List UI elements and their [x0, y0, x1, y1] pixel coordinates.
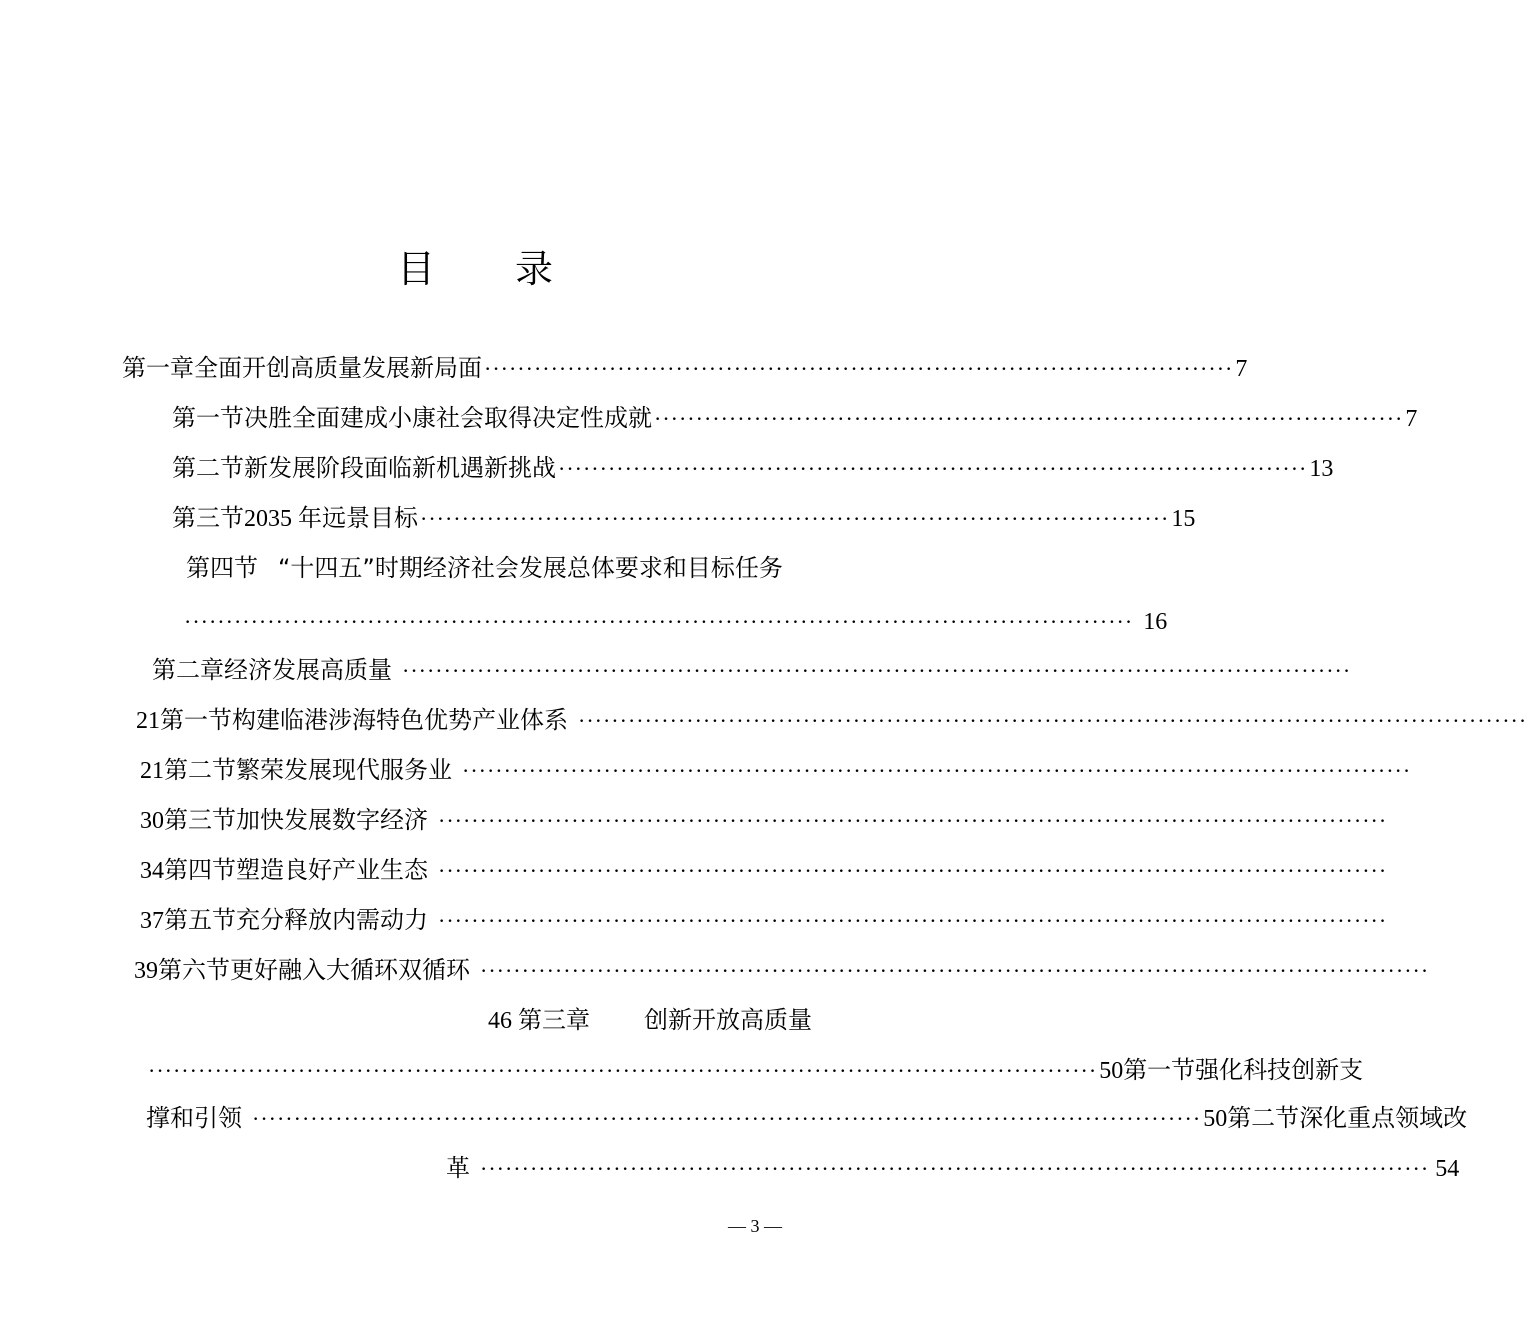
entry-text: 加快发展数字经济: [236, 806, 428, 834]
leader-dots: ··················································································································: [578, 708, 1528, 733]
entry-text: “十四五”时期经济社会发展总体要求和目标任务: [278, 554, 783, 582]
entry-label: 第二章: [152, 656, 224, 684]
toc-entry[interactable]: [172, 452, 1334, 484]
entry-label: 第三章: [518, 1006, 590, 1034]
leader-dots: ··························································································: [420, 506, 1170, 531]
leader-dots: ··························································································: [654, 406, 1404, 431]
entry-text: 第一节强化科技创新支: [1123, 1056, 1364, 1084]
toc-entry-continuation[interactable]: [446, 1152, 1460, 1184]
toc-entry[interactable]: [140, 754, 1412, 786]
entry-page: 13: [1309, 456, 1334, 482]
toc-entry[interactable]: [172, 502, 1196, 534]
title-char-1: 目: [396, 247, 435, 291]
entry-label: 第四节: [164, 856, 236, 884]
entry-text: 创新开放高质量: [644, 1006, 812, 1034]
entry-label: 第二节: [1227, 1104, 1300, 1132]
entry-page: 7: [1405, 406, 1418, 432]
entry-prev-page: 37: [140, 908, 164, 934]
entry-prev-page: 50: [1203, 1106, 1228, 1132]
entry-label: 第一章: [122, 354, 194, 382]
entry-label: 第六节: [158, 956, 230, 984]
leader-dots: ··························································································: [558, 456, 1308, 481]
entry-text: 决胜全面建成小康社会取得决定性成就: [244, 404, 652, 432]
toc-entry-continuation[interactable]: [182, 606, 1168, 638]
toc-entry[interactable]: [152, 654, 1352, 686]
entry-text: 塑造良好产业生态: [236, 856, 428, 884]
entry-prev-page: 46: [488, 1008, 512, 1034]
entry-text: 繁荣发展现代服务业: [236, 756, 452, 784]
toc-entry[interactable]: [140, 854, 1388, 886]
entry-label: 第三节: [164, 806, 236, 834]
entry-prev-page: 34: [140, 858, 164, 884]
toc-entry[interactable]: [140, 804, 1388, 836]
entry-label: 第一节: [172, 404, 244, 432]
toc-entry[interactable]: [186, 552, 830, 584]
leader-dots: ··················································································································: [462, 758, 1412, 783]
entry-page: 16: [1143, 609, 1168, 635]
entry-text: 新发展阶段面临新机遇新挑战: [244, 454, 556, 482]
leader-dots: ··················································································································: [438, 858, 1388, 883]
entry-text: 全面开创高质量发展新局面: [194, 354, 482, 382]
entry-page: 15: [1171, 506, 1196, 532]
toc-entry[interactable]: [136, 704, 1528, 736]
entry-prev-page: 50: [1099, 1058, 1124, 1084]
entry-page: 54: [1435, 1156, 1460, 1182]
entry-label: 第二节: [172, 454, 244, 482]
toc-entry[interactable]: [134, 954, 1430, 986]
toc-entry[interactable]: [488, 1004, 830, 1036]
leader-dots: ··················································································································: [252, 1106, 1202, 1131]
entry-text: 更好融入大循环双循环: [230, 956, 470, 984]
leader-dots: ··················································································································: [438, 808, 1388, 833]
entry-text: 构建临港涉海特色优势产业体系: [232, 706, 568, 734]
toc-entry[interactable]: [140, 904, 1388, 936]
entry-label: 第三节: [172, 504, 244, 532]
title-char-2: 录: [515, 247, 554, 291]
entry-text: 充分释放内需动力: [236, 906, 428, 934]
page-number-footer: — 3 —: [728, 1216, 782, 1236]
entry-label: 第一节: [160, 706, 232, 734]
entry-label: 第二节: [164, 756, 236, 784]
entry-prev-page: 39: [134, 958, 158, 984]
leader-dots: ··················································································································: [480, 1156, 1430, 1181]
entry-text: 2035 年远景目标: [244, 506, 418, 532]
entry-text-cont: 深化重点领域改: [1299, 1104, 1468, 1132]
toc-entry[interactable]: [146, 1102, 1468, 1134]
entry-label: 第四节: [186, 554, 258, 582]
entry-prev-page: 21: [136, 708, 160, 734]
entry-label: 第五节: [164, 906, 236, 934]
toc-entry[interactable]: [172, 402, 1418, 434]
entry-text: 撑和引领: [146, 1104, 242, 1132]
toc-entry[interactable]: [122, 352, 1248, 384]
entry-page: 7: [1235, 356, 1248, 382]
leader-dots: ··················································································································: [438, 908, 1388, 933]
leader-dots: ··························································································: [484, 356, 1234, 381]
leader-dots: ··················································································································: [184, 609, 1134, 634]
entry-prev-page: 30: [140, 808, 164, 834]
leader-dots: ··················································································································: [148, 1058, 1098, 1083]
leader-dots: ··················································································································: [402, 658, 1352, 683]
leader-dots: ··················································································································: [480, 958, 1430, 983]
toc-entry[interactable]: [146, 1054, 1364, 1086]
entry-text: 革: [446, 1154, 470, 1182]
toc-title: [0, 238, 950, 293]
entry-text: 经济发展高质量: [224, 656, 392, 684]
entry-prev-page: 21: [140, 758, 164, 784]
